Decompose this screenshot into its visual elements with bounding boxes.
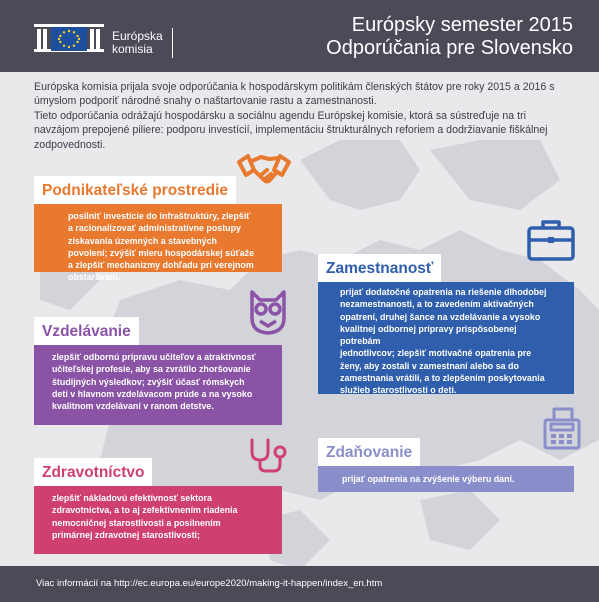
employment-heading: Zamestnanosť xyxy=(318,254,441,283)
owl-icon xyxy=(246,288,290,336)
taxation-heading: Zdaňovanie xyxy=(318,438,420,467)
health-heading: Zdravotníctvo xyxy=(34,458,152,487)
business-text: posilniť investície do infraštruktúry, zlepšiť a racionalizovať administratívne postupy získavania územných a stavebných povolení; zvýšiť mieru hospodárskej súťaže a zlepšiť mechanizmy dohľadu pri verejnom obstarávaní. xyxy=(68,211,255,283)
title-line-2: Odporúčania pre Slovensko xyxy=(326,37,573,59)
employment-text-1: prijať dodatočné opatrenia na riešenie dlhodobej nezamestnanosti, a to zavedením aktivačných opatrení, druhej šance na vzdelávanie a vysoko kvalitnej odbornej prípravy prispôsobenej potrebám xyxy=(340,287,547,347)
education-heading: Vzdelávanie xyxy=(34,317,139,346)
header-bar xyxy=(0,0,599,72)
education-panel xyxy=(34,345,282,425)
logo-wordmark xyxy=(112,30,163,56)
employment-panel xyxy=(318,282,574,394)
eu-commission-logo xyxy=(34,18,104,62)
employment-text-2: jednotlivcov; zlepšiť motivačné opatrenia pre ženy, aby zostali v zamestnaní alebo sa do zamestnania vrátili, a to zlepšením poskytovania služieb starostlivosti o deti. xyxy=(340,348,545,396)
footer-link-text[interactable]: Viac informácií na http://ec.europa.eu/europe2020/making-it-happen/index_en.htm xyxy=(36,578,383,589)
education-text: zlepšiť odbornú prípravu učiteľov a atraktívnosť učiteľskej profesie, aby sa zvrátilo zhoršovanie študijných výsledkov; zvýšiť účasť rómskych detí v hlavnom vzdelávacom prúde a na vysoko kvalitnom vzdelávaní v ranom detstve. xyxy=(52,352,256,412)
handshake-icon xyxy=(236,142,292,198)
footer-bar xyxy=(0,566,599,602)
health-text: zlepšiť nákladovú efektívnosť sektora zdravotníctva, a to aj zefektívnením riadenia nemocničnej starostlivosti a posilnením primárnej zdravotnej starostlivosti; xyxy=(52,493,238,540)
briefcase-icon xyxy=(526,218,576,262)
calculator-icon xyxy=(542,406,582,450)
stethoscope-icon xyxy=(248,436,292,474)
taxation-panel xyxy=(318,466,574,492)
intro-paragraph-1: Európska komisia prijala svoje odporúčania k hospodárskym politikám členských štátov pre roky 2015 a 2016 s úmyslom podporiť národné snahy o naštartovanie rastu a zamestnanosti. xyxy=(34,81,555,108)
logo-line-2: komisia xyxy=(112,42,153,56)
health-panel xyxy=(34,486,282,554)
logo-line-1: Európska xyxy=(112,29,163,43)
page-title xyxy=(326,14,573,60)
title-line-1: Európsky semester 2015 xyxy=(351,14,573,36)
logo-divider xyxy=(172,28,173,58)
business-panel xyxy=(34,204,282,283)
intro-paragraph-2: Tieto odporúčania odrážajú hospodársku a sociálnu agendu Európskej komisie, ktorá sa sústreďuje na tri navzájom prepojené piliere: podporu investícií, implementáciu štrukturálnych reforiem a dodržiavanie fiškálnej zodpovednosti. xyxy=(34,109,548,151)
business-heading: Podnikateľské prostredie xyxy=(34,176,236,205)
taxation-text: prijať opatrenia na zvýšenie výberu daní. xyxy=(342,474,515,484)
